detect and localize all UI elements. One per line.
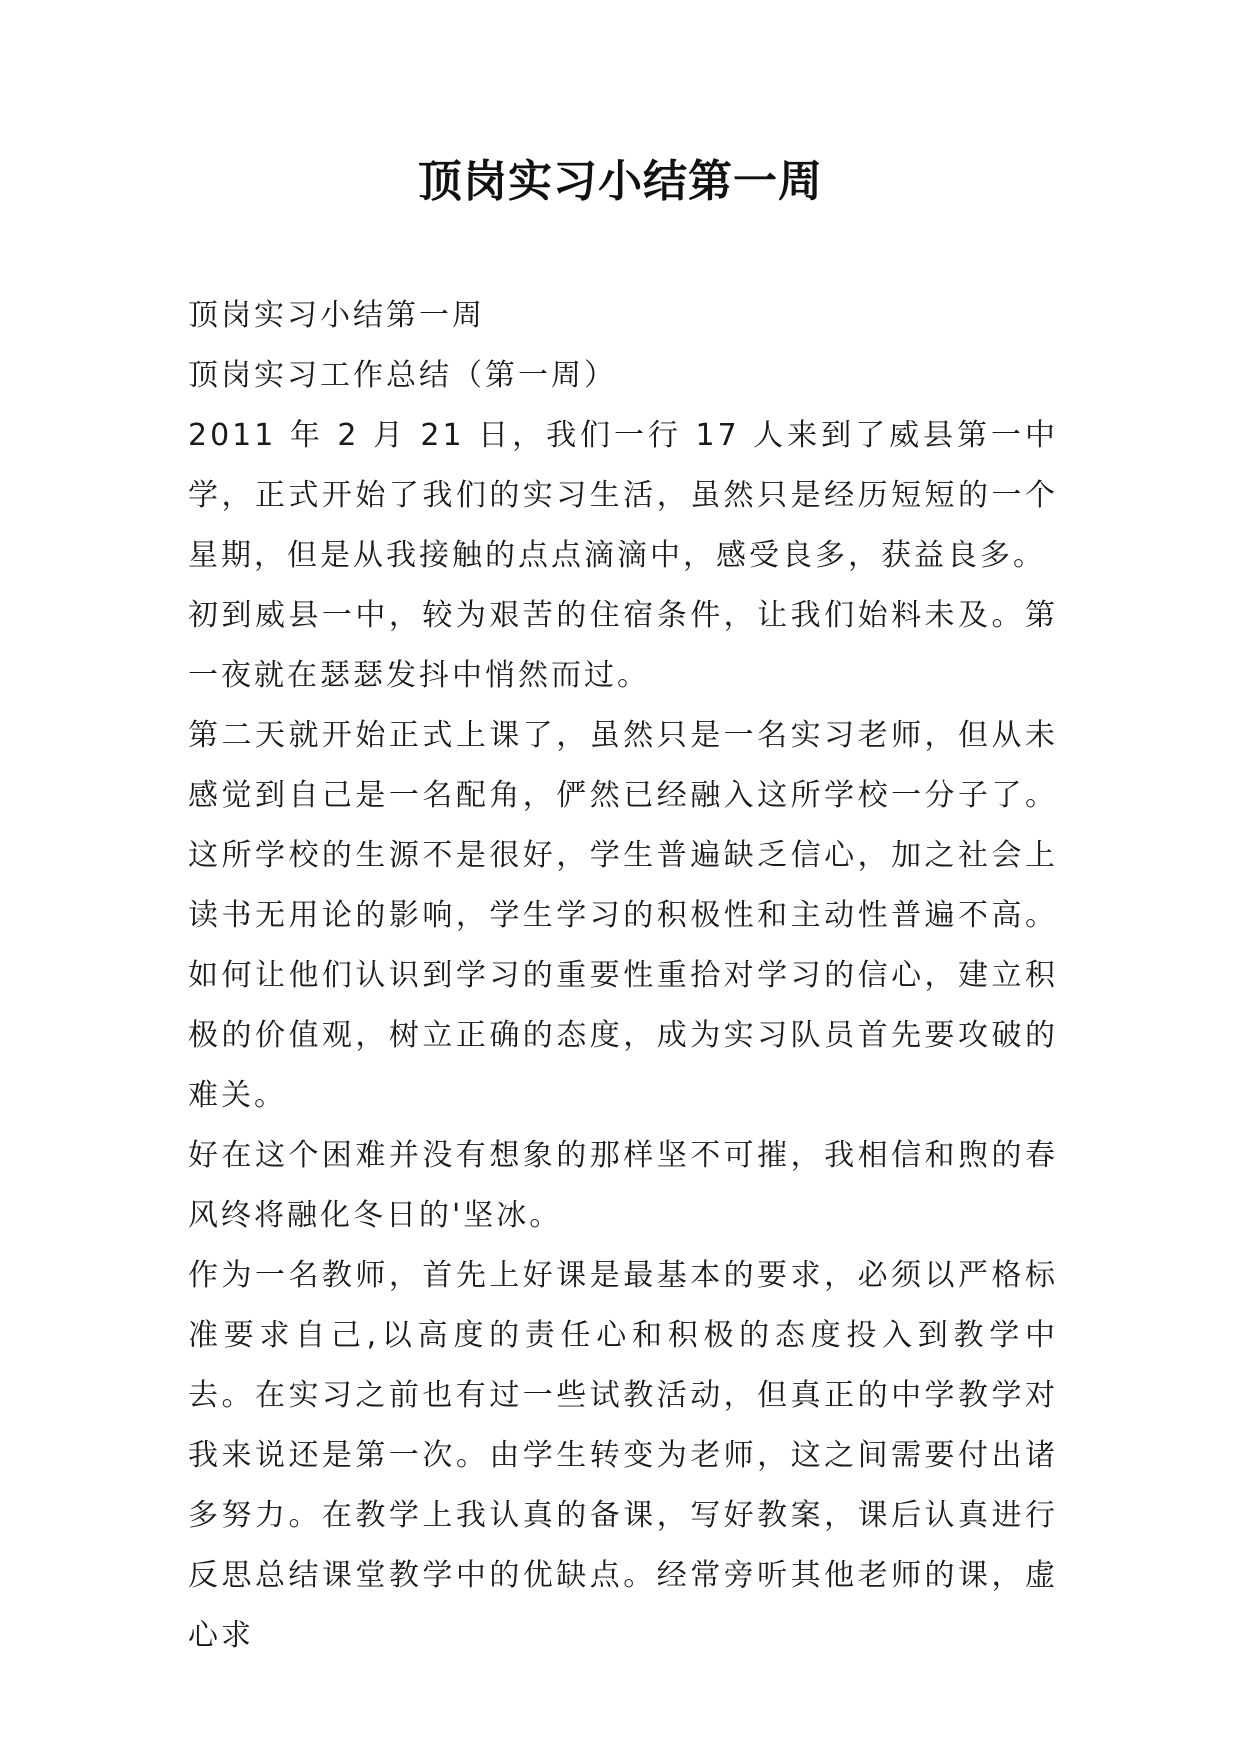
paragraph: 顶岗实习小结第一周 [188,298,485,333]
document-body [188,286,1058,1666]
paragraph: 顶岗实习工作总结（第一周） [188,358,617,393]
paragraph: 好在这个困难并没有想象的那样坚不可摧，我相信和煦的春风终将融化冬日的'坚冰。 [188,1138,1058,1233]
paragraph: 第二天就开始正式上课了，虽然只是一名实习老师，但从未感觉到自己是一名配角，俨然已经融入这所学校一分子了。这所学校的生源不是很好，学生普遍缺乏信心，加之社会上读书无用论的影响，学生学习的积极性和主动性普遍不高。如何让他们认识到学习的重要性重拾对学习的信心，建立积极的价值观，树立正确的态度，成为实习队员首先要攻破的难关。 [188,718,1058,1113]
document-title: 顶岗实习小结第一周 [418,156,823,207]
paragraph: 初到威县一中，较为艰苦的住宿条件，让我们始料未及。第一夜就在瑟瑟发抖中悄然而过。 [188,598,1058,693]
paragraph: 作为一名教师，首先上好课是最基本的要求，必须以严格标准要求自己,以高度的责任心和积极的态度投入到教学中去。在实习之前也有过一些试教活动，但真正的中学教学对我来说还是第一次。由学生转变为老师，这之间需要付出诸多努力。在教学上我认真的备课，写好教案，课后认真进行反思总结课堂教学中的优缺点。经常旁听其他老师的课，虚心求 [188,1258,1058,1653]
paragraph: 2011 年 2 月 21 日，我们一行 17 人来到了威县第一中学，正式开始了我们的实习生活，虽然只是经历短短的一个星期，但是从我接触的点点滴滴中，感受良多，获益良多。 [188,418,1058,573]
